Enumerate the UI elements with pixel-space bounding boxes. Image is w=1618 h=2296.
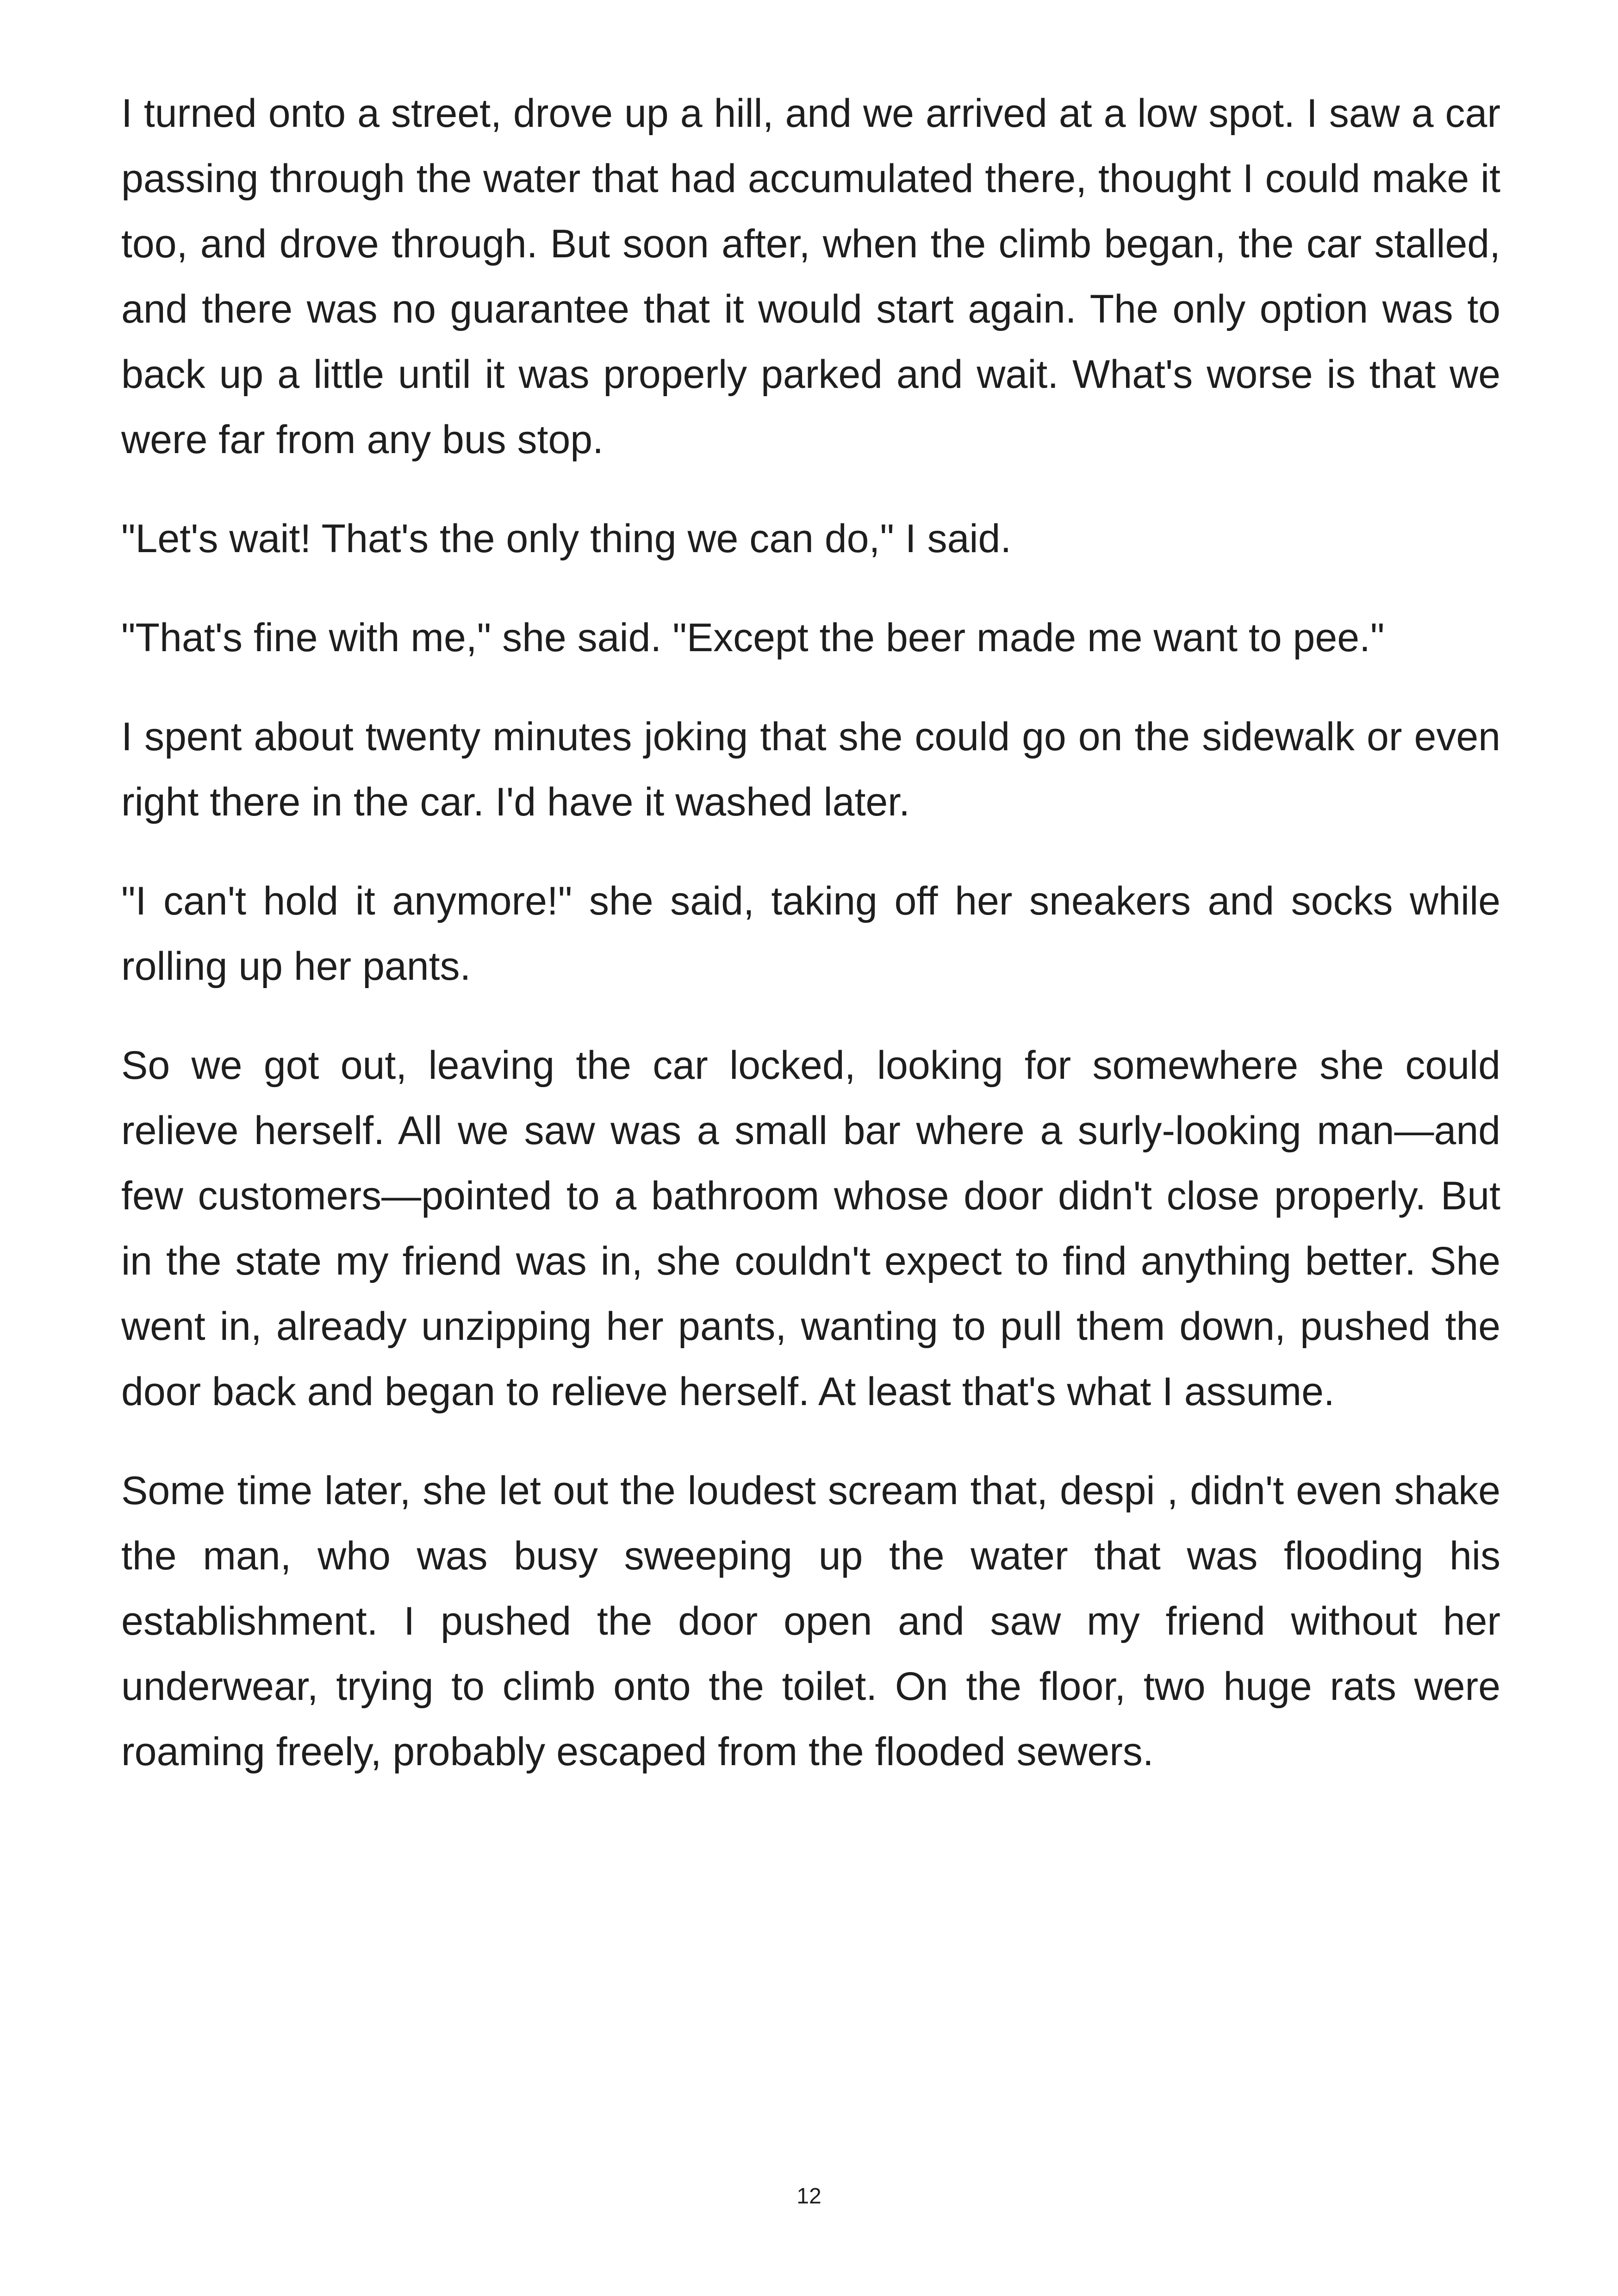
paragraph: "Let's wait! That's the only thing we can do," I said. (121, 516, 1012, 561)
paragraph: So we got out, leaving the car locked, looking for somewhere she could relieve herself. All we saw was a small bar where a surly-looking man—and few customers—pointed to a bathroom whose door didn't close properly. But in the state my friend was in, she couldn't expect to find anything better. She went in, already unzipping her pants, wanting to pull them down, pushed the door back and began to relieve herself. At least that's what I assume. (121, 1043, 1500, 1414)
paragraph: I turned onto a street, drove up a hill, and we arrived at a low spot. I saw a car passing through the water that had accumulated there, thought I could make it too, and drove through. But soon after, when the climb began, the car stalled, and there was no guarantee that it would start again. The only option was to back up a little until it was properly parked and wait. What's worse is that we were far from any bus stop. (121, 91, 1500, 462)
paragraph: Some time later, she let out the loudest scream that, despi , didn't even shake the man, who was busy sweeping up the water that was flooding his establishment. I pushed the door open and saw my friend without her underwear, trying to climb onto the toilet. On the floor, two huge rats were roaming freely, probably escaped from the flooded sewers. (121, 1468, 1500, 1774)
paragraph: "That's fine with me," she said. "Except the beer made me want to pee." (121, 616, 1385, 660)
page-number: 12 (797, 2184, 821, 2209)
page-body (121, 81, 1500, 1818)
paragraph: "I can't hold it anymore!" she said, taking off her sneakers and socks while rolling up her pants. (121, 879, 1500, 989)
paragraph: I spent about twenty minutes joking that she could go on the sidewalk or even right there in the car. I'd have it washed later. (121, 715, 1500, 824)
